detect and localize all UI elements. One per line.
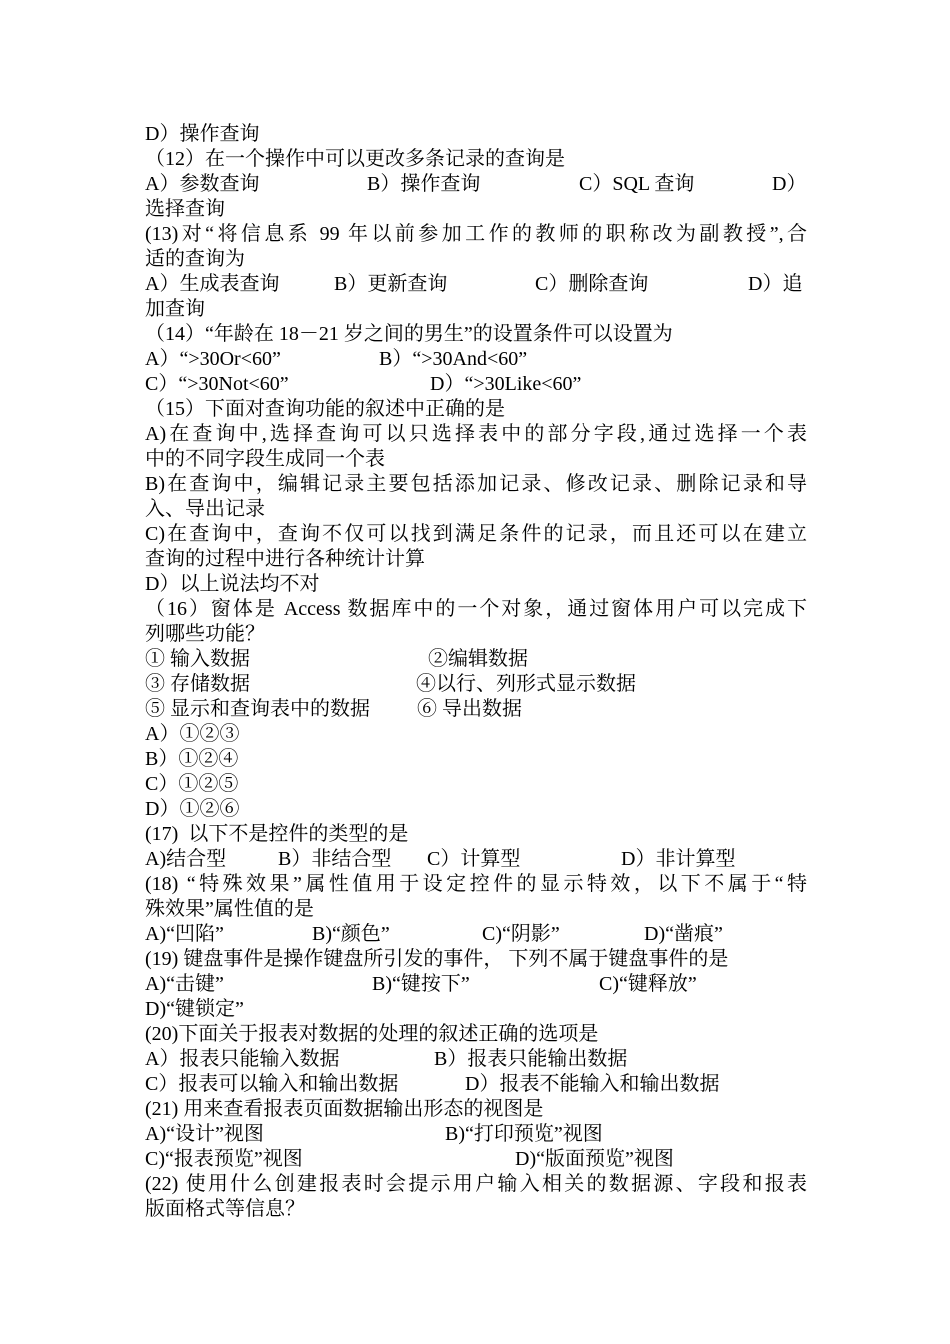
text-line: 版面格式等信息？	[145, 1198, 305, 1220]
options-row	[145, 372, 582, 397]
options-row	[145, 697, 522, 722]
text-line: 查询的过程中进行各种统计计算	[145, 548, 425, 570]
options-row	[145, 972, 697, 997]
text-line: 列哪些功能？	[145, 623, 265, 645]
function-item: ②编辑数据	[428, 648, 528, 670]
text-line: C）①②⑤	[145, 773, 239, 795]
option-d: D）追	[748, 273, 803, 295]
text-line: B)在查询中，编辑记录主要包括添加记录、修改记录、删除记录和导	[145, 473, 807, 495]
function-item: ⑤ 显示和查询表中的数据	[145, 698, 370, 720]
text-line: 选择查询	[145, 198, 225, 220]
text-line: A)在查询中,选择查询可以只选择表中的部分字段,通过选择一个表	[145, 423, 807, 445]
question-18: (18) “特殊效果”属性值用于设定控件的显示特效，以下不属于“特	[145, 873, 807, 895]
option-b: B）操作查询	[367, 173, 481, 195]
option-d: D)“版面预览”视图	[515, 1148, 674, 1170]
option-a: A）报表只能输入数据	[145, 1048, 340, 1070]
option-a: A）“>30Or<60”	[145, 348, 281, 370]
option-d: D）非计算型	[621, 848, 736, 870]
text-line: A）①②③	[145, 723, 240, 745]
text-line: D）操作查询	[145, 123, 260, 145]
function-item: ③ 存储数据	[145, 673, 250, 695]
text-line: D）以上说法均不对	[145, 573, 320, 595]
option-c: C)“报表预览”视图	[145, 1148, 303, 1170]
text-line: D)“键锁定”	[145, 998, 244, 1020]
options-row	[145, 347, 528, 372]
options-row	[145, 922, 723, 947]
options-row	[145, 1072, 720, 1097]
function-item: ④以行、列形式显示数据	[416, 673, 636, 695]
function-item: ⑥ 导出数据	[417, 698, 522, 720]
option-b: B）非结合型	[278, 848, 392, 870]
text-line: B）①②④	[145, 748, 239, 770]
question-12: （12）在一个操作中可以更改多条记录的查询是	[145, 148, 565, 170]
option-a: A)“设计”视图	[145, 1123, 264, 1145]
option-a: A)结合型	[145, 848, 227, 870]
question-17: (17) 以下不是控件的类型的是	[145, 823, 409, 845]
options-row	[145, 647, 528, 672]
question-16: （16）窗体是 Access 数据库中的一个对象，通过窗体用户可以完成下	[145, 598, 807, 620]
option-c: C）删除查询	[535, 273, 649, 295]
option-c: C）报表可以输入和输出数据	[145, 1073, 399, 1095]
option-a: A)“凹陷”	[145, 923, 224, 945]
option-c: C)“阴影”	[482, 923, 560, 945]
options-row	[145, 272, 803, 297]
option-d: D)“凿痕”	[644, 923, 723, 945]
text-line: C)在查询中，查询不仅可以找到满足条件的记录，而且还可以在建立	[145, 523, 807, 545]
option-c: C）计算型	[427, 848, 521, 870]
text-line: D）①②⑥	[145, 798, 240, 820]
option-b: B）“>30And<60”	[379, 348, 528, 370]
options-row	[145, 172, 807, 197]
question-20: (20)下面关于报表对数据的处理的叙述正确的选项是	[145, 1023, 599, 1045]
function-item: ① 输入数据	[145, 648, 250, 670]
question-14: （14）“年龄在 18－21 岁之间的男生”的设置条件可以设置为	[145, 323, 673, 345]
question-22: (22) 使用什么创建报表时会提示用户输入相关的数据源、字段和报表	[145, 1173, 807, 1195]
option-d: D）“>30Like<60”	[430, 373, 582, 395]
option-c: C）“>30Not<60”	[145, 373, 289, 395]
option-b: B)“打印预览”视图	[445, 1123, 603, 1145]
options-row	[145, 1122, 603, 1147]
text-line: 加查询	[145, 298, 205, 320]
question-19: (19) 键盘事件是操作键盘所引发的事件， 下列不属于键盘事件的是	[145, 948, 729, 970]
option-b: B）报表只能输出数据	[434, 1048, 628, 1070]
text-line: 殊效果”属性值的是	[145, 898, 314, 920]
text-line: 适的查询为	[145, 248, 245, 270]
option-b: B）更新查询	[334, 273, 448, 295]
question-13: (13)对“将信息系 99 年以前参加工作的教师的职称改为副教授”,合	[145, 223, 807, 245]
option-c: C)“键释放”	[599, 973, 697, 995]
option-a: A）参数查询	[145, 173, 260, 195]
options-row	[145, 1147, 674, 1172]
options-row	[145, 672, 636, 697]
option-a: A)“击键”	[145, 973, 224, 995]
question-21: (21) 用来查看报表页面数据输出形态的视图是	[145, 1098, 544, 1120]
option-d: D）报表不能输入和输出数据	[465, 1073, 720, 1095]
option-b: B)“键按下”	[372, 973, 470, 995]
option-a: A）生成表查询	[145, 273, 280, 295]
option-d: D）	[772, 173, 807, 195]
text-line: 中的不同字段生成同一个表	[145, 448, 385, 470]
question-15: （15）下面对查询功能的叙述中正确的是	[145, 398, 505, 420]
option-b: B)“颜色”	[312, 923, 390, 945]
option-c: C）SQL 查询	[579, 173, 695, 195]
options-row	[145, 847, 736, 872]
options-row	[145, 1047, 628, 1072]
text-line: 入、导出记录	[145, 498, 265, 520]
